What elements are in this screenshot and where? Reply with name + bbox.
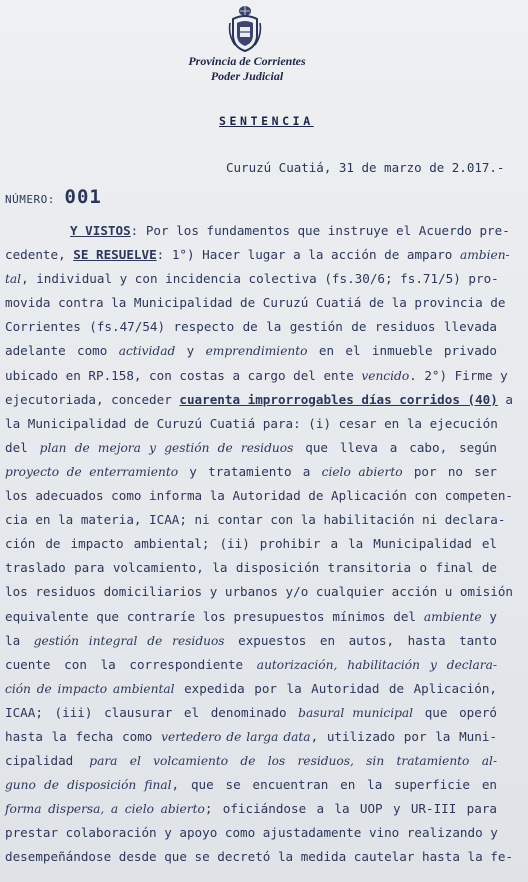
- body-line: la Municipalidad de Curuzú Cuatiá para: (i) cesar en la ejecución: [5, 415, 498, 431]
- document-date: Curuzú Cuatiá, 31 de marzo de 2.017.-: [226, 160, 505, 175]
- body-line: cedente, SE RESUELVE: 1°) Hacer lugar a la acción de amparo ambien-: [5, 247, 510, 263]
- header-judicial-power: Poder Judicial: [210, 69, 284, 83]
- body-line: la gestión integral de residuos expuestos en autos, hasta tanto: [5, 632, 497, 648]
- body-line: traslado para volcamiento, la disposición transitoria o final de: [5, 560, 497, 576]
- document-number: [5, 186, 102, 208]
- body-line: ICAA; (iii) clausurar el denominado basural municipal que operó: [5, 704, 497, 720]
- body-line: Corrientes (fs.47/54) respecto de la gestión de residuos llevada: [5, 319, 497, 335]
- body-line: movida contra la Municipalidad de Curuzú Cuatiá de la provincia de: [5, 295, 506, 311]
- body-line: ejecutoriada, conceder cuarenta improrrogables días corridos (40) a: [5, 391, 514, 407]
- body-line: forma dispersa, a cielo abierto; oficiándose a la UOP y UR-III para: [5, 801, 497, 817]
- body-line: adelante como actividad y emprendimiento en el inmueble privado: [5, 343, 498, 359]
- body-line: cuente con la correspondiente autorización, habilitación y declara-: [5, 656, 497, 672]
- body-line: prestar colaboración y apoyo como ajustadamente vino realizando y: [5, 825, 498, 841]
- resolution-body: [5, 219, 514, 870]
- body-line: cia en la materia, ICAA; ni contar con la habilitación ni declara-: [5, 512, 506, 528]
- body-line: proyecto de enterramiento y tratamiento a cielo abierto por no ser: [5, 463, 497, 479]
- body-line: los adecuados como informa la Autoridad de Aplicación con competen-: [5, 488, 513, 504]
- number-value: 001: [64, 186, 102, 208]
- body-line: ción de impacto ambiental; (ii) prohibir a la Municipalidad el: [5, 536, 497, 552]
- body-line: Y VISTOS: Por los fundamentos que instruye el Acuerdo pre-: [70, 223, 510, 238]
- body-line: ción de impacto ambiental expedida por la Autoridad de Aplicación,: [5, 680, 497, 696]
- header-province: Provincia de Corrientes: [188, 54, 306, 68]
- body-line: los residuos domiciliarios y urbanos y/o cualquier acción u omisión: [5, 584, 513, 600]
- number-label: NÚMERO:: [5, 193, 55, 206]
- provincial-seal-icon: [226, 3, 264, 53]
- body-line: tal, individual y con incidencia colectiva (fs.30/6; fs.71/5) pro-: [5, 271, 499, 287]
- body-line: desempeñándose desde que se decretó la medida cautelar hasta la fe-: [5, 849, 513, 865]
- body-line: equivalente que contraríe los presupuestos mínimos del ambiente y: [5, 608, 498, 624]
- document-title: SENTENCIA: [219, 114, 314, 128]
- body-line: ubicado en RP.158, con costas a cargo del ente vencido. 2°) Firme y: [5, 367, 508, 383]
- body-line: hasta la fecha como vertedero de larga data, utilizado por la Muni-: [5, 728, 497, 744]
- body-line: guno de disposición final, que se encuentran en la superficie en: [5, 777, 497, 793]
- body-line: del plan de mejora y gestión de residuos que lleva a cabo, según: [5, 439, 497, 455]
- body-line: cipalidad para el volcamiento de los residuos, sin tratamiento al-: [5, 753, 497, 769]
